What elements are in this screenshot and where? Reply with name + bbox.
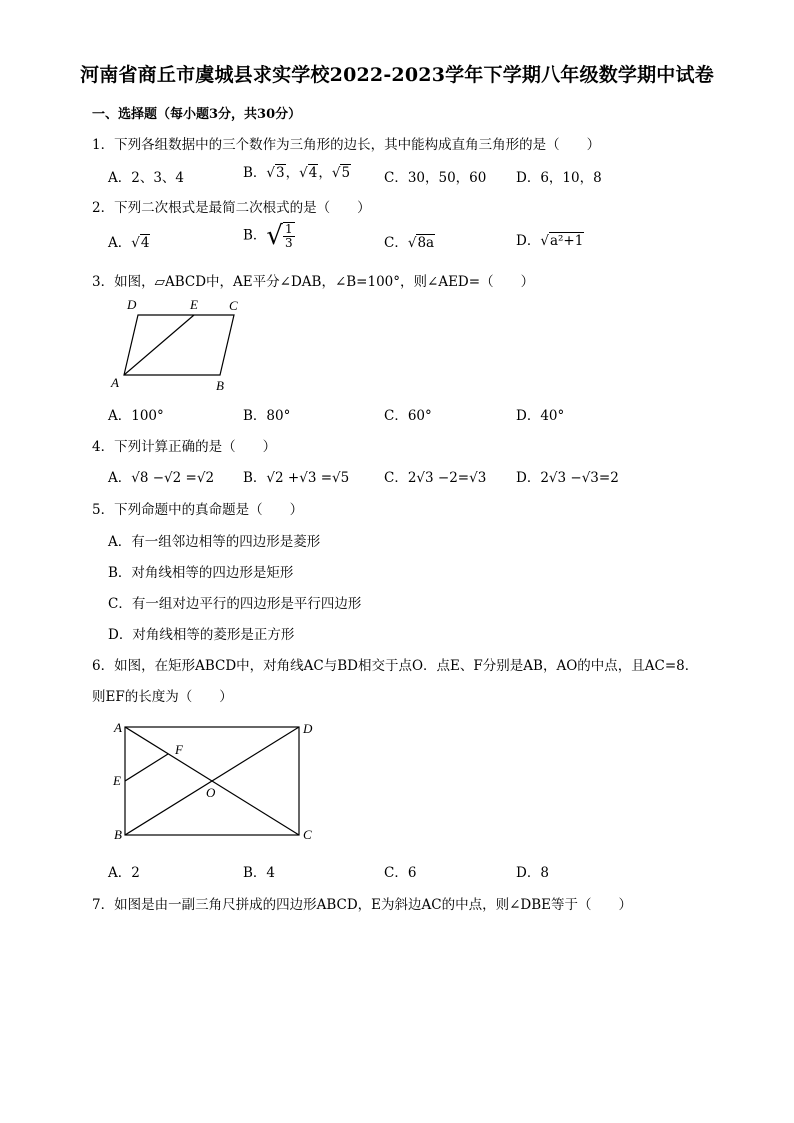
question-1-option-a: A．2、3、4: [108, 170, 185, 186]
question-2-option-a: A．√4: [108, 235, 150, 251]
question-6-option-b: B．4: [243, 865, 276, 881]
label-d: D: [303, 721, 313, 736]
label-e: E: [113, 773, 121, 788]
question-3-option-c: C．60°: [384, 408, 432, 424]
label-e: E: [190, 297, 198, 312]
question-6-option-a: A．2: [108, 865, 140, 881]
label-f: F: [175, 742, 183, 757]
question-1-option-d: D．6，10，8: [516, 170, 602, 186]
question-1-stem: 1．下列各组数据中的三个数作为三角形的边长，其中能构成直角三角形的是（ ）: [92, 137, 601, 153]
segment-ef: [125, 754, 168, 781]
label-c: C: [303, 827, 312, 842]
rectangle-figure: [108, 715, 328, 850]
question-4-option-a: A．√8 −√2 =√2: [108, 470, 215, 486]
question-2-stem: 2．下列二次根式是最简二次根式的是（ ）: [92, 200, 371, 216]
label-a: A: [111, 375, 119, 390]
question-4-option-d: D．2√3 −√3=2: [516, 470, 619, 486]
option-a-label: A．: [108, 235, 132, 251]
label-b: B: [114, 827, 122, 842]
question-5-option-b: B．对角线相等的四边形是矩形: [108, 565, 294, 581]
segment-ae: [124, 315, 194, 375]
question-4-option-b: B．√2 +√3 =√5: [243, 470, 350, 486]
radicand: 8a: [417, 235, 435, 251]
parallelogram-shape: [124, 315, 234, 375]
question-3-option-a: A．100°: [108, 408, 164, 424]
label-o: O: [206, 785, 216, 800]
option-b-label: B．: [243, 165, 267, 181]
page-title: 河南省商丘市虞城县求实学校2022-2023学年下学期八年级数学期中试卷: [80, 64, 714, 86]
question-2-option-d: D．√a²+1: [516, 233, 584, 249]
question-1-option-c: C．30，50，60: [384, 170, 487, 186]
fraction-numerator: 1: [285, 222, 293, 236]
question-5-stem: 5．下列命题中的真命题是（ ）: [92, 502, 304, 518]
question-1-option-b: B．√3，√4，√5: [243, 165, 351, 181]
question-5-option-c: C．有一组对边平行的四边形是平行四边形: [108, 596, 362, 612]
question-4-option-c: C．2√3 −2=√3: [384, 470, 487, 486]
radicand: a²+1: [549, 233, 584, 249]
question-4-stem: 4．下列计算正确的是（ ）: [92, 439, 277, 455]
question-3-stem: 3．如图，▱ABCD中，AE平分∠DAB，∠B=100°，则∠AED=（ ）: [92, 274, 535, 290]
option-b-label: B．: [243, 227, 267, 244]
radicand: 3: [276, 165, 285, 181]
option-d-label: D．: [516, 233, 541, 249]
question-6-stem-line1: 6．如图，在矩形ABCD中，对角线AC与BD相交于点O．点E、F分别是AB，AO的中点，且AC=8．: [92, 658, 699, 674]
parallelogram-figure: [108, 295, 248, 395]
fraction-denominator: 3: [285, 236, 293, 250]
radicand: 4: [308, 165, 318, 181]
radicand: 5: [341, 165, 351, 181]
label-a: A: [114, 720, 122, 735]
section-heading: 一、选择题（每小题3分，共30分）: [92, 107, 302, 122]
question-2-option-b: B．√ $\frac{1}{3}$: [243, 221, 293, 251]
question-7-stem: 7．如图是由一副三角尺拼成的四边形ABCD，E为斜边AC的中点，则∠DBE等于（ ）: [92, 897, 633, 913]
question-6-option-d: D．8: [516, 865, 549, 881]
label-d: D: [127, 297, 137, 312]
radicand: 4: [140, 235, 150, 251]
option-c-label: C．: [384, 235, 408, 251]
question-3-option-d: D．40°: [516, 408, 565, 424]
question-5-option-a: A．有一组邻边相等的四边形是菱形: [108, 534, 321, 550]
question-6-stem-line2: 则EF的长度为（ ）: [92, 689, 233, 705]
label-b: B: [216, 378, 224, 393]
question-2-option-c: C．√8a: [384, 235, 435, 251]
question-5-option-d: D．对角线相等的菱形是正方形: [108, 627, 295, 643]
question-3-option-b: B．80°: [243, 408, 291, 424]
label-c: C: [229, 298, 238, 313]
question-6-option-c: C．6: [384, 865, 417, 881]
